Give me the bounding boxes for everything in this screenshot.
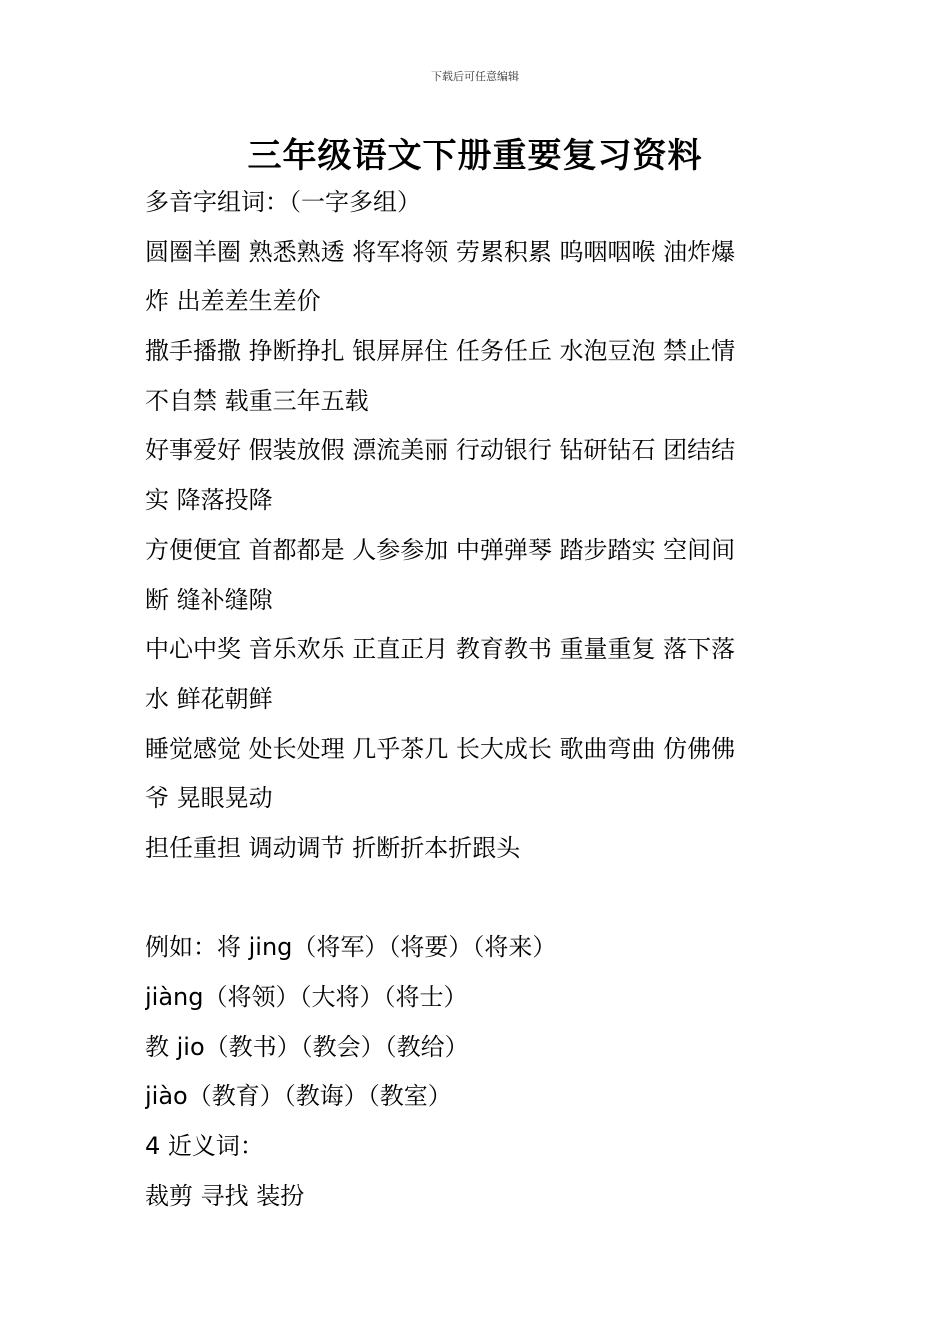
- document-title: 三年级语文下册重要复习资料: [247, 136, 703, 176]
- example-line: jiàng（将领）（大将）（将士）: [145, 983, 468, 1011]
- document-body: [145, 178, 810, 1221]
- text-line: 方便便宜 首都都是 人参参加 中弹弹琴 踏步踏实 空间间: [145, 535, 736, 564]
- text-line: 炸 出差差生差价: [145, 287, 321, 316]
- example-line: jiào（教育）（教诲）（教室）: [145, 1082, 452, 1111]
- header-note: 下载后可任意编辑: [431, 70, 519, 83]
- text-line: 撒手播撒 挣断挣扎 银屏屏住 任务任丘 水泡豆泡 禁止情: [145, 337, 736, 366]
- text-line: 圆圈羊圈 熟悉熟透 将军将领 劳累积累 呜咽咽喉 油炸爆: [145, 237, 736, 266]
- example-line: 教 jio（教书）（教会）（教给）: [145, 1032, 469, 1061]
- text-line: 中心中奖 音乐欢乐 正直正月 教育教书 重量重复 落下落: [145, 635, 736, 664]
- text-line: 断 缝补缝隙: [145, 585, 273, 614]
- text-line: 睡觉感觉 处长处理 几乎茶几 长大成长 歌曲弯曲 仿佛佛: [145, 734, 736, 763]
- section-heading-synonyms: 4 近义词：: [145, 1132, 264, 1161]
- text-line: 不自禁 载重三年五载: [145, 386, 369, 415]
- text-line: 水 鲜花朝鲜: [145, 684, 273, 713]
- text-line: 爷 晃眼晃动: [145, 784, 273, 813]
- example-line: 例如：将 jing（将军）（将要）（将来）: [145, 933, 557, 962]
- text-line: 裁剪 寻找 装扮: [145, 1181, 305, 1210]
- section-heading-polyphonic: 多音字组词：（一字多组）: [145, 188, 421, 216]
- text-line: 担任重担 调动调节 折断折本折跟头: [145, 833, 521, 862]
- blank-line: [145, 874, 810, 924]
- text-line: 实 降落投降: [145, 486, 273, 515]
- text-line: 好事爱好 假装放假 漂流美丽 行动银行 钻研钻石 团结结: [145, 436, 736, 465]
